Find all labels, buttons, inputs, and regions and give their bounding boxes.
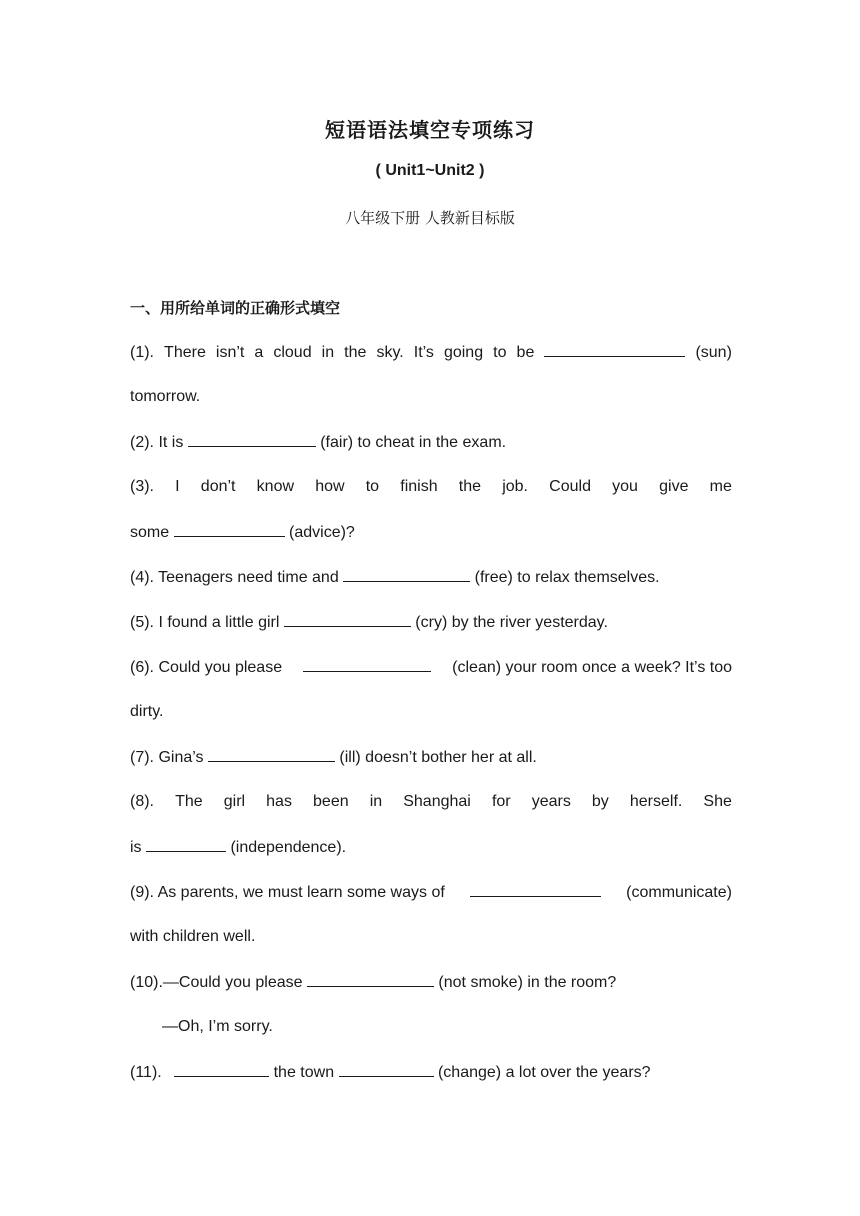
question-11 (130, 1061, 732, 1083)
q3-word: don’t (200, 478, 236, 495)
q3-word: how (315, 478, 345, 495)
question-10-reply: —Oh, I’m sorry. (162, 1018, 273, 1035)
question-9-line-1 (130, 881, 732, 903)
answer-blank-9[interactable] (470, 881, 601, 897)
q11-after: (change) a lot over the years? (433, 1064, 651, 1081)
question-1-line-2: tomorrow. (130, 388, 201, 405)
question-1-line-1 (130, 341, 732, 363)
answer-blank-11b[interactable] (339, 1061, 434, 1077)
answer-blank-11a[interactable] (174, 1061, 269, 1077)
answer-blank-4[interactable] (343, 566, 470, 582)
q8-word: by (591, 793, 609, 810)
answer-blank-5[interactable] (284, 611, 411, 627)
question-6-line-1 (130, 656, 732, 678)
q6-before: (6). Could you please (130, 659, 283, 676)
question-2 (130, 431, 732, 453)
q3-word: finish (400, 478, 438, 495)
q1-word: It’s (413, 344, 434, 361)
q8-word: has (266, 793, 292, 810)
grade-edition-label: 八年级下册 人教新目标版 (345, 209, 515, 227)
q3-cont-before: some (130, 524, 174, 541)
answer-blank-2[interactable] (188, 431, 316, 447)
q3-word: the (458, 478, 482, 495)
q9-before: (9). As parents, we must learn some ways of (130, 884, 445, 901)
q1-word: isn’t (215, 344, 245, 361)
q3-word: you (612, 478, 638, 495)
q3-cont-after: (advice)? (284, 524, 355, 541)
q4-after: (free) to relax themselves. (470, 569, 660, 586)
q8-word: in (369, 793, 383, 810)
q3-word: job. (502, 478, 528, 495)
q3-word: give (659, 478, 689, 495)
q1-word: a (254, 344, 264, 361)
q3-word: me (709, 478, 732, 495)
q11-before: (11). (130, 1064, 167, 1081)
q6-after: (clean) your room once a week? It’s too (452, 659, 732, 676)
q7-before: (7). Gina’s (130, 749, 208, 766)
answer-blank-7[interactable] (208, 746, 335, 762)
section-heading: 一、用所给单词的正确形式填空 (130, 299, 341, 317)
q8-word: years (531, 793, 571, 810)
q8-cont-before: is (130, 839, 146, 856)
answer-blank-10[interactable] (307, 971, 434, 987)
q5-before: (5). I found a little girl (130, 614, 284, 631)
q2-after: (fair) to cheat in the exam. (315, 434, 507, 451)
q1-hint: (sun) (695, 344, 732, 361)
q8-word: The (175, 793, 203, 810)
q10-before: (10).—Could you please (130, 974, 307, 991)
q9-after: (communicate) (626, 884, 732, 901)
q1-word: in (321, 344, 335, 361)
q1-word: (1). (130, 344, 154, 361)
question-8-line-2 (130, 836, 732, 858)
q1-word: sky. (376, 344, 404, 361)
q1-word: going (443, 344, 484, 361)
q1-word: be (516, 344, 535, 361)
answer-blank-3[interactable] (174, 521, 285, 537)
q1-word: the (344, 344, 367, 361)
q5-after: (cry) by the river yesterday. (410, 614, 608, 631)
q8-cont-after: (independence). (226, 839, 347, 856)
question-7 (130, 746, 732, 768)
q3-word: Could (549, 478, 591, 495)
question-9-line-2: with children well. (130, 928, 256, 945)
page-title: 短语语法填空专项练习 (325, 118, 535, 142)
q1-word: to (493, 344, 507, 361)
q8-word: herself. (629, 793, 683, 810)
answer-blank-8[interactable] (146, 836, 226, 852)
q3-word: know (256, 478, 295, 495)
q3-word: (3). (130, 478, 154, 495)
q8-word: Shanghai (403, 793, 471, 810)
q8-word: girl (223, 793, 246, 810)
answer-blank-6[interactable] (303, 656, 431, 672)
q8-word: been (313, 793, 349, 810)
question-10 (130, 971, 732, 993)
q8-word: (8). (130, 793, 154, 810)
q7-after: (ill) doesn’t bother her at all. (334, 749, 537, 766)
q3-word: to (365, 478, 380, 495)
q4-before: (4). Teenagers need time and (130, 569, 344, 586)
q8-word: She (703, 793, 732, 810)
q1-word: There (164, 344, 206, 361)
question-4 (130, 566, 732, 588)
q8-word: for (491, 793, 511, 810)
question-3-line-1 (130, 476, 732, 498)
q3-word: I (175, 478, 180, 495)
q11-middle: the town (269, 1064, 339, 1081)
unit-range-subtitle: ( Unit1~Unit2 ) (375, 162, 485, 179)
answer-blank-1[interactable] (544, 341, 685, 357)
q10-after: (not smoke) in the room? (433, 974, 617, 991)
q1-word: cloud (273, 344, 312, 361)
question-3-line-2 (130, 521, 732, 543)
question-5 (130, 611, 732, 633)
q2-before: (2). It is (130, 434, 188, 451)
question-8-line-1 (130, 791, 732, 813)
question-6-line-2: dirty. (130, 703, 164, 720)
